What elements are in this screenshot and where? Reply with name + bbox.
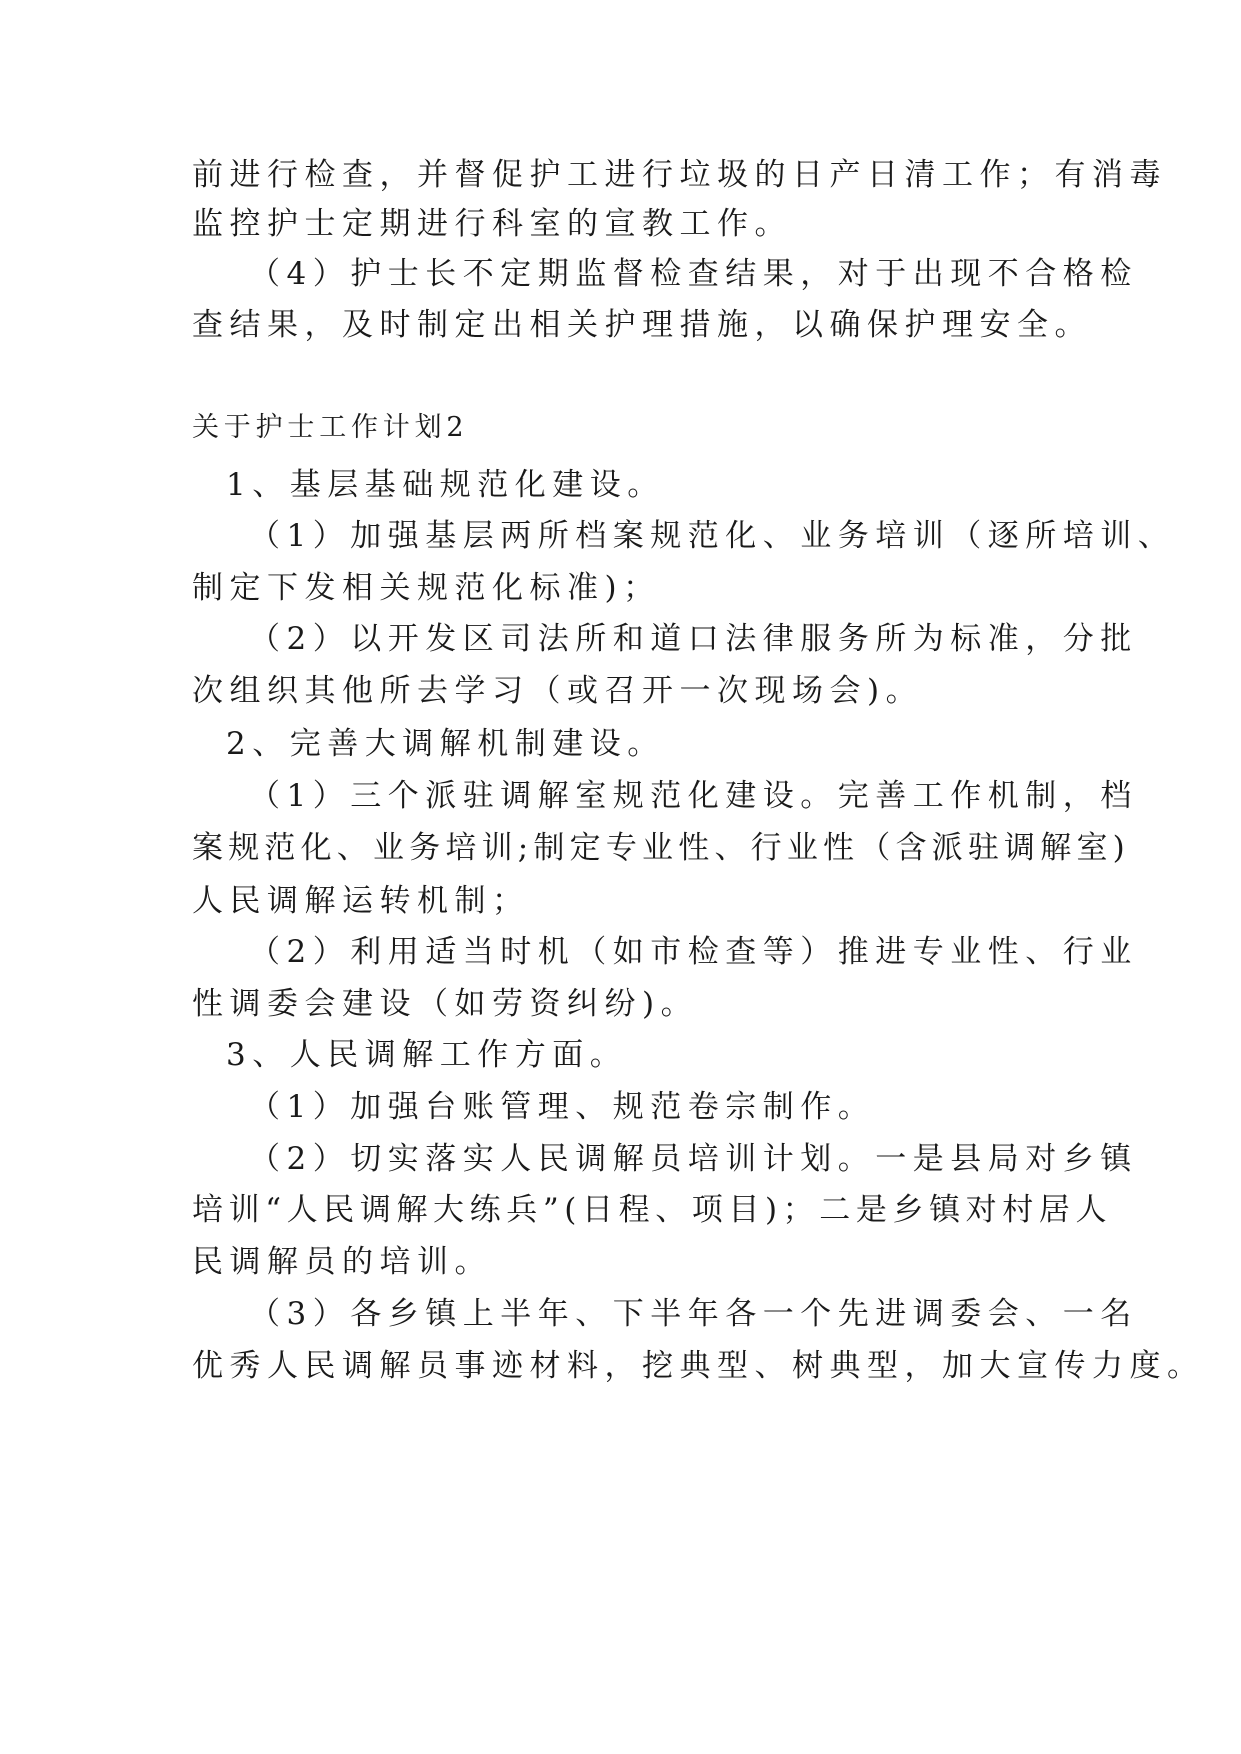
body-line: 查结果，及时制定出相关护理措施，以确保护理安全。 bbox=[192, 307, 1092, 343]
paragraph-line: （3）各乡镇上半年、下半年各一个先进调委会、一名 bbox=[249, 1296, 1138, 1332]
body-line: 培训“人民调解大练兵”(日程、项目)；二是乡镇对村居人 bbox=[192, 1192, 1113, 1228]
section-heading: 2、完善大调解机制建设。 bbox=[226, 726, 665, 762]
section-heading: 1、基层基础规范化建设。 bbox=[226, 467, 665, 503]
section-title: 关于护士工作计划2 bbox=[192, 412, 469, 443]
body-line: 前进行检查，并督促护工进行垃圾的日产日清工作；有消毒 bbox=[192, 157, 1167, 193]
body-line: 制定下发相关规范化标准)； bbox=[192, 570, 661, 606]
paragraph-line: （4）护士长不定期监督检查结果，对于出现不合格检 bbox=[249, 256, 1138, 292]
paragraph-line: （2）以开发区司法所和道口法律服务所为标准，分批 bbox=[249, 621, 1138, 657]
body-line: 人民调解运转机制； bbox=[192, 883, 530, 919]
body-line: 监控护士定期进行科室的宣教工作。 bbox=[192, 206, 792, 242]
paragraph-line: （1）加强台账管理、规范卷宗制作。 bbox=[249, 1089, 876, 1125]
body-line: 民调解员的培训。 bbox=[192, 1244, 492, 1280]
paragraph-line: （1）三个派驻调解室规范化建设。完善工作机制，档 bbox=[249, 778, 1138, 814]
body-line: 次组织其他所去学习（或召开一次现场会)。 bbox=[192, 673, 924, 709]
paragraph-line: （1）加强基层两所档案规范化、业务培训（逐所培训、 bbox=[249, 518, 1176, 554]
paragraph-line: （2）利用适当时机（如市检查等）推进专业性、行业 bbox=[249, 934, 1138, 970]
body-line: 性调委会建设（如劳资纠纷)。 bbox=[192, 986, 699, 1022]
body-line: 优秀人民调解员事迹材料，挖典型、树典型，加大宣传力度。 bbox=[192, 1348, 1205, 1384]
section-heading: 3、人民调解工作方面。 bbox=[226, 1037, 628, 1073]
paragraph-line: （2）切实落实人民调解员培训计划。一是县局对乡镇 bbox=[249, 1141, 1138, 1177]
body-line: 案规范化、业务培训;制定专业性、行业性（含派驻调解室) bbox=[192, 830, 1130, 866]
